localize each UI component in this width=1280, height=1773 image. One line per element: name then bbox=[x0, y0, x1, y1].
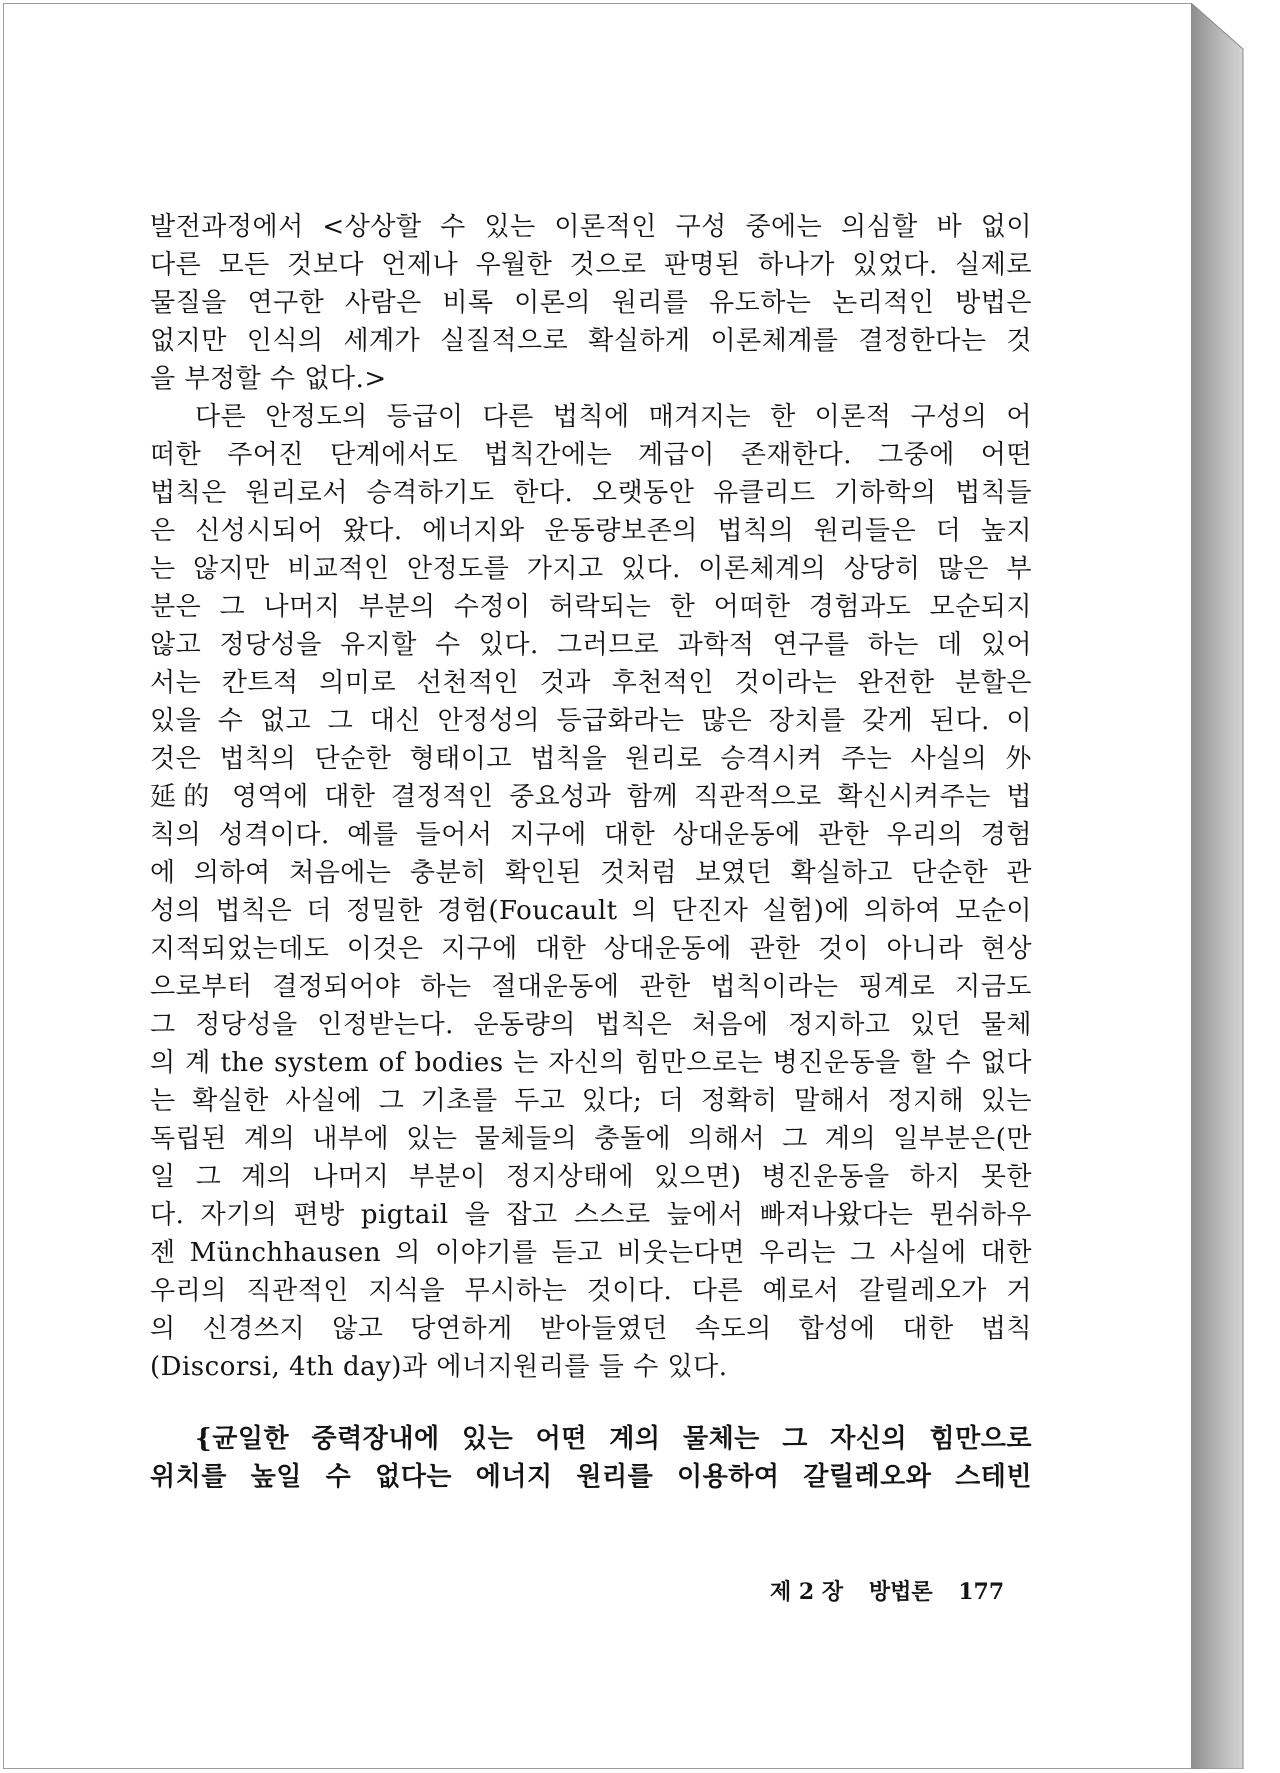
body-text bbox=[150, 208, 1032, 1496]
text-line: 다. 자기의 편방 pigtail 을 잡고 스스로 늪에서 빠져나왔다는 뮌쉬하우 bbox=[150, 1200, 1032, 1230]
text-line: 에 의하여 처음에는 충분히 확인된 것처럼 보였던 확실하고 단순한 관 bbox=[150, 858, 1032, 888]
book-edge-shadow bbox=[1191, 3, 1251, 1769]
text-line: 으로부터 결정되어야 하는 절대운동에 관한 법칙이라는 핑계로 지금도 bbox=[150, 972, 1032, 1002]
text-line: 은 신성시되어 왔다. 에너지와 운동량보존의 법칙의 원리들은 더 높지 bbox=[150, 516, 1032, 546]
text-line: 는 확실한 사실에 그 기초를 두고 있다; 더 정확히 말해서 정지해 있는 bbox=[150, 1086, 1032, 1116]
text-line: 지적되었는데도 이것은 지구에 대한 상대운동에 관한 것이 아니라 현상 bbox=[150, 934, 1032, 964]
text-line: 칙의 성격이다. 예를 들어서 지구에 대한 상대운동에 관한 우리의 경험 bbox=[150, 820, 1032, 850]
text-line: 분은 그 나머지 부분의 수정이 허락되는 한 어떠한 경험과도 모순되지 bbox=[150, 592, 1032, 622]
text-line: 다른 안정도의 등급이 다른 법칙에 매겨지는 한 이론적 구성의 어 bbox=[195, 402, 1032, 432]
text-line: 延的 영역에 대한 결정적인 중요성과 함께 직관적으로 확신시켜주는 법 bbox=[150, 782, 1032, 812]
text-line: 일 그 계의 나머지 부분이 정지상태에 있으면) 병진운동을 하지 못한 bbox=[150, 1162, 1032, 1192]
paragraph-gap bbox=[150, 1386, 1032, 1420]
paragraph-main bbox=[150, 398, 1032, 1386]
text-line: 독립된 계의 내부에 있는 물체들의 충돌에 의해서 그 계의 일부분은(만 bbox=[150, 1124, 1032, 1154]
text-line: (Discorsi, 4th day)과 에너지원리를 들 수 있다. bbox=[150, 1352, 728, 1382]
section-label: 방법론 bbox=[868, 1579, 933, 1605]
text-line: 떠한 주어진 단계에서도 법칙간에는 계급이 존재한다. 그중에 어떤 bbox=[150, 440, 1032, 470]
text-line: 있을 수 없고 그 대신 안정성의 등급화라는 많은 장치를 갖게 된다. 이 bbox=[150, 706, 1032, 736]
page-number: 177 bbox=[958, 1579, 1005, 1605]
text-line: 을 부정할 수 없다.> bbox=[150, 364, 387, 394]
text-line: {균일한 중력장내에 있는 어떤 계의 물체는 그 자신의 힘만으로 bbox=[195, 1424, 1032, 1454]
paragraph-bold bbox=[150, 1420, 1032, 1496]
text-line: 위치를 높일 수 없다는 에너지 원리를 이용하여 갈릴레오와 스테빈 bbox=[150, 1462, 1032, 1492]
chapter-label: 제 2 장 bbox=[770, 1579, 844, 1605]
text-line: 법칙은 원리로서 승격하기도 한다. 오랫동안 유클리드 기하학의 법칙들 bbox=[150, 478, 1032, 508]
page-sheet bbox=[3, 3, 1192, 1769]
paragraph-quote bbox=[150, 208, 1032, 398]
text-line: 우리의 직관적인 지식을 무시하는 것이다. 다른 예로서 갈릴레오가 거 bbox=[150, 1276, 1032, 1306]
running-footer bbox=[770, 1576, 1032, 1608]
text-line: 젠 Münchhausen 의 이야기를 듣고 비웃는다면 우리는 그 사실에 대한 bbox=[150, 1238, 1032, 1268]
text-line: 의 신경쓰지 않고 당연하게 받아들였던 속도의 합성에 대한 법칙 bbox=[150, 1314, 1032, 1344]
text-line: 않고 정당성을 유지할 수 있다. 그러므로 과학적 연구를 하는 데 있어 bbox=[150, 630, 1032, 660]
text-line: 성의 법칙은 더 정밀한 경험(Foucault 의 단진자 실험)에 의하여 모순이 bbox=[150, 896, 1032, 926]
text-line: 서는 칸트적 의미로 선천적인 것과 후천적인 것이라는 완전한 분할은 bbox=[150, 668, 1032, 698]
text-line: 발전과정에서 <상상할 수 있는 이론적인 구성 중에는 의심할 바 없이 bbox=[150, 212, 1032, 242]
text-line: 의 계 the system of bodies 는 자신의 힘만으로는 병진운동을 할 수 없다 bbox=[150, 1048, 1032, 1078]
text-line: 다른 모든 것보다 언제나 우월한 것으로 판명된 하나가 있었다. 실제로 bbox=[150, 250, 1032, 280]
text-line: 는 않지만 비교적인 안정도를 가지고 있다. 이론체계의 상당히 많은 부 bbox=[150, 554, 1032, 584]
book-edge-graphic bbox=[1191, 3, 1251, 1769]
text-line: 그 정당성을 인정받는다. 운동량의 법칙은 처음에 정지하고 있던 물체 bbox=[150, 1010, 1032, 1040]
text-line: 물질을 연구한 사람은 비록 이론의 원리를 유도하는 논리적인 방법은 bbox=[150, 288, 1032, 318]
text-line: 없지만 인식의 세계가 실질적으로 확실하게 이론체계를 결정한다는 것 bbox=[150, 326, 1032, 356]
text-line: 것은 법칙의 단순한 형태이고 법칙을 원리로 승격시켜 주는 사실의 外 bbox=[150, 744, 1032, 774]
